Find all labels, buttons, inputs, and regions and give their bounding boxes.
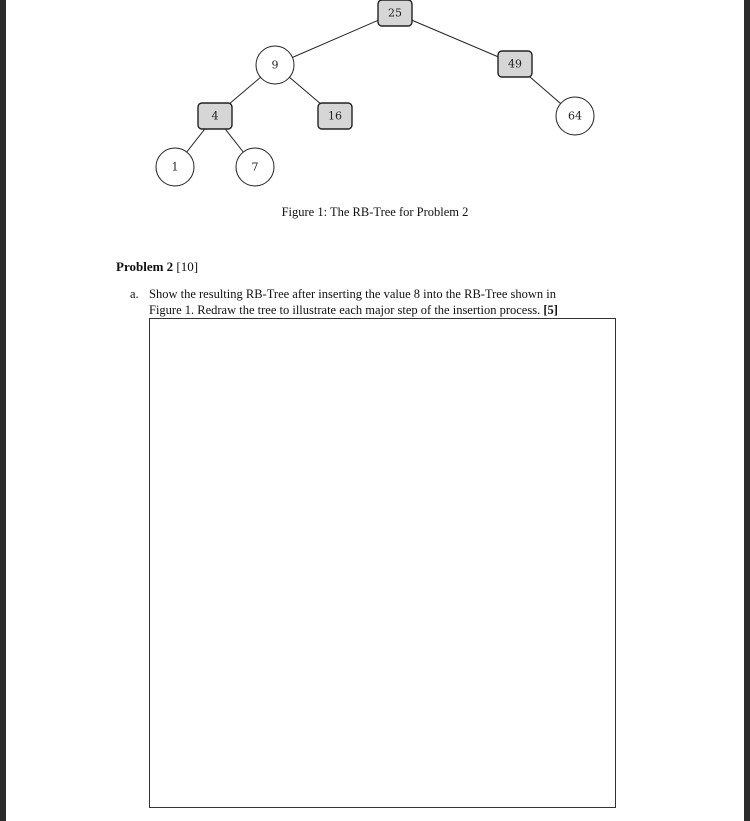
node-label: 7 <box>251 160 259 174</box>
tree-node-25 <box>378 0 412 26</box>
tree-edge <box>275 13 395 65</box>
problem-title: Problem 2 <box>116 259 174 274</box>
node-label: 1 <box>171 160 179 174</box>
tree-node-7 <box>236 148 274 186</box>
tree-node-16 <box>318 103 352 129</box>
node-label: 9 <box>271 58 279 72</box>
question-marks: [5] <box>543 303 558 317</box>
question-line-1 <box>130 286 637 302</box>
tree-node-1 <box>156 148 194 186</box>
document-page <box>6 0 744 821</box>
problem-heading <box>116 259 198 275</box>
answer-box[interactable] <box>149 318 616 808</box>
node-label: 64 <box>568 109 582 123</box>
tree-node-9 <box>256 46 294 84</box>
question-a <box>130 286 637 318</box>
node-label: 16 <box>328 109 342 123</box>
rb-tree-figure <box>6 0 744 200</box>
tree-node-49 <box>498 51 532 77</box>
figure-caption: Figure 1: The RB-Tree for Problem 2 <box>281 205 469 219</box>
problem-points: [10] <box>176 259 199 274</box>
node-label: 49 <box>508 57 522 71</box>
tree-edge <box>395 13 515 64</box>
tree-node-4 <box>198 103 232 129</box>
node-label: 4 <box>211 109 219 123</box>
tree-node-64 <box>556 97 594 135</box>
question-text-line-1: Show the resulting RB-Tree after inserting the value 8 into the RB-Tree shown in <box>149 287 557 301</box>
node-label: 25 <box>388 6 402 20</box>
question-label: a. <box>130 287 139 301</box>
question-text-line-2: Figure 1. Redraw the tree to illustrate each major step of the insertion process. <box>149 303 541 317</box>
question-line-2 <box>130 302 637 318</box>
